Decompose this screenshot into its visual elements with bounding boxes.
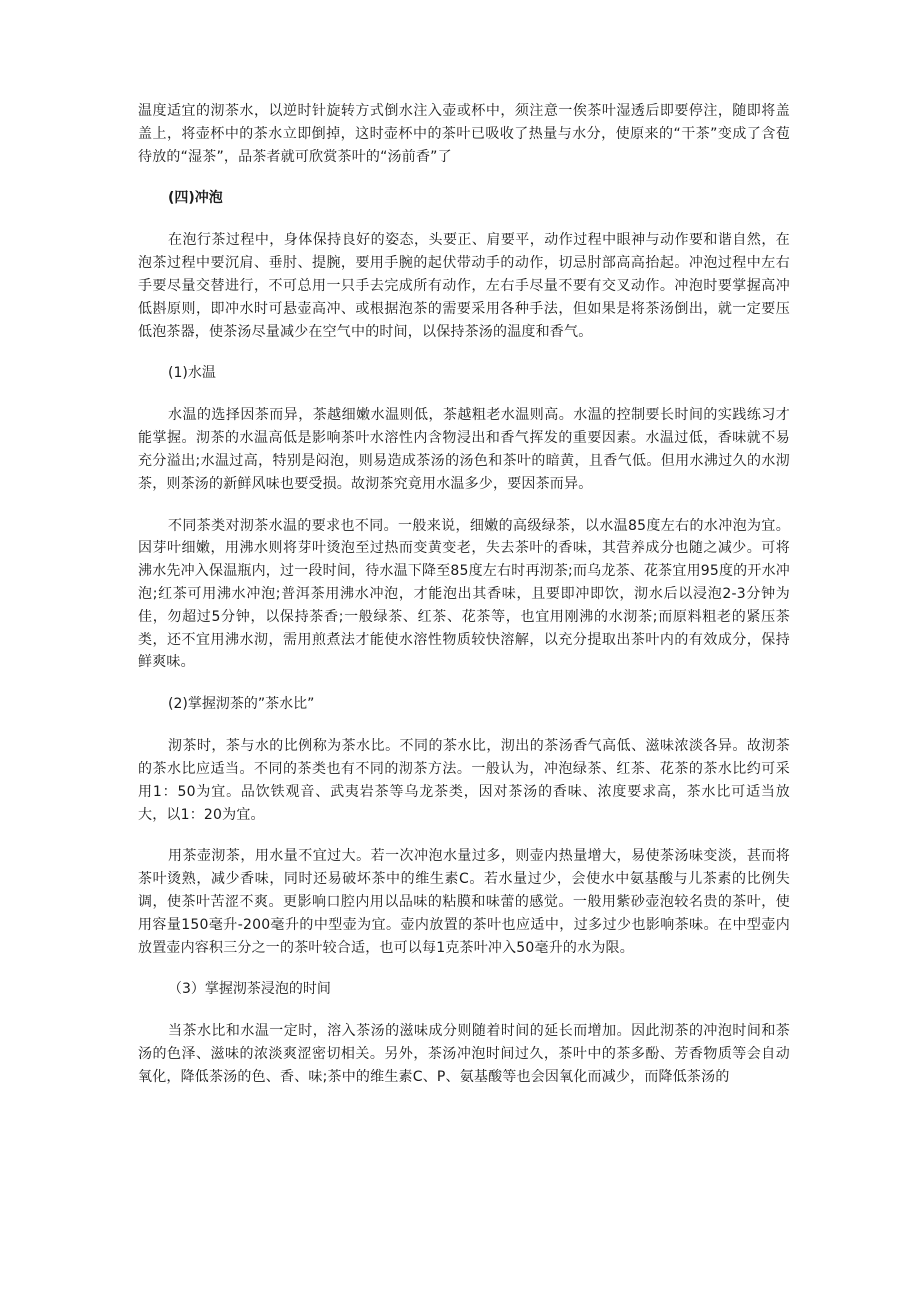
document-page: [138, 100, 790, 1089]
subsection-1-paragraph-1: 水温的选择因茶而异，茶越细嫩水温则低，茶越粗老水温则高。水温的控制要长时间的实践练习才能掌握。沏茶的水温高低是影响茶叶水溶性内含物浸出和香气挥发的重要因素。水温过低，香味就不易充分溢出;水温过高，特别是闷泡，则易造成茶汤的汤色和茶叶的暗黄，且香气低。但用水沸过久的水沏茶，则茶汤的新鲜风味也要受损。故沏茶究竟用水温多少，要因茶而异。: [138, 407, 790, 492]
section-4-paragraph: 在泡行茶过程中，身体保持良好的姿态，头要正、肩要平，动作过程中眼神与动作要和谐自然，在泡茶过程中要沉肩、垂肘、提腕，要用手腕的起伏带动手的动作，切忌肘部高高抬起。冲泡过程中左右手要尽量交替进行，不可总用一只手去完成所有动作，左右手尽量不要有交叉动作。冲泡时要掌握高冲低斟原则，即冲水时可悬壶高冲、或根据泡茶的需要采用各种手法，但如果是将茶汤倒出，就一定要压低泡茶器，使茶汤尽量减少在空气中的时间，以保持茶汤的温度和香气。: [138, 232, 790, 340]
subsection-1-heading: (1)水温: [168, 365, 216, 382]
section-4-heading: (四)冲泡: [168, 190, 223, 207]
subsection-2-paragraph-2: 用茶壶沏茶，用水量不宜过大。若一次冲泡水量过多，则壶内热量增大，易使茶汤味变淡，甚而将茶叶烫熟，减少香味，同时还易破坏茶中的维生素C。若水量过少，会使水中氨基酸与儿茶素的比例失调，使茶叶苦涩不爽。更影响口腔内用以品味的粘膜和味蕾的感觉。一般用紫砂壶泡较名贵的茶叶，使用容量150毫升-200毫升的中型壶为宜。壶内放置的茶叶也应适中，过多过少也影响茶味。在中型壶内放置壶内容积三分之一的茶叶较合适，也可以每1克茶叶冲入50毫升的水为限。: [138, 848, 790, 956]
subsection-2-paragraph-1: 沏茶时，茶与水的比例称为茶水比。不同的茶水比，沏出的茶汤香气高低、滋味浓淡各异。故沏茶的茶水比应适当。不同的茶类也有不同的沏茶方法。一般认为，冲泡绿茶、红茶、花茶的茶水比约可采用1：50为宜。品饮铁观音、武夷岩茶等乌龙茶类，因对茶汤的香味、浓度要求高，茶水比可适当放大，以1：20为宜。: [138, 738, 790, 823]
subsection-2-heading: (2)掌握沏茶的”茶水比”: [168, 696, 315, 713]
subsection-3-heading: （3）掌握沏茶浸泡的时间: [168, 981, 331, 998]
intro-paragraph: 温度适宜的沏茶水，以逆时针旋转方式倒水注入壶或杯中，须注意一俟茶叶湿透后即要停注，随即将盖盖上，将壶杯中的茶水立即倒掉，这时壶杯中的茶叶已吸收了热量与水分，使原来的“干茶”变成了含苞待放的“湿茶”，品茶者就可欣赏茶叶的“汤前香”了: [138, 103, 790, 165]
subsection-1-paragraph-2: 不同茶类对沏茶水温的要求也不同。一般来说，细嫩的高级绿茶，以水温85度左右的水冲泡为宜。因芽叶细嫩，用沸水则将芽叶烫泡至过热而变黄变老，失去茶叶的香味，其营养成分也随之减少。可将沸水先冲入保温瓶内，过一段时间，待水温下降至85度左右时再沏茶;而乌龙茶、花茶宜用95度的开水冲泡;红茶可用沸水冲泡;普洱茶用沸水冲泡，才能泡出其香味，且要即冲即饮，沏水后以浸泡2-3分钟为佳，勿超过5分钟，以保持茶香;一般绿茶、红茶、花茶等，也宜用刚沸的水沏茶;而原料粗老的紧压茶类，还不宜用沸水沏，需用煎煮法才能使水溶性物质较快溶解，以充分提取出茶叶内的有效成分，保持鲜爽味。: [138, 517, 790, 671]
subsection-3-paragraph-1: 当茶水比和水温一定时，溶入茶汤的滋味成分则随着时间的延长而增加。因此沏茶的冲泡时间和茶汤的色泽、滋味的浓淡爽涩密切相关。另外，茶汤冲泡时间过久，茶叶中的茶多酚、芳香物质等会自动氧化，降低茶汤的色、香、味;茶中的维生素C、P、氨基酸等也会因氧化而减少，而降低茶汤的: [138, 1023, 790, 1085]
